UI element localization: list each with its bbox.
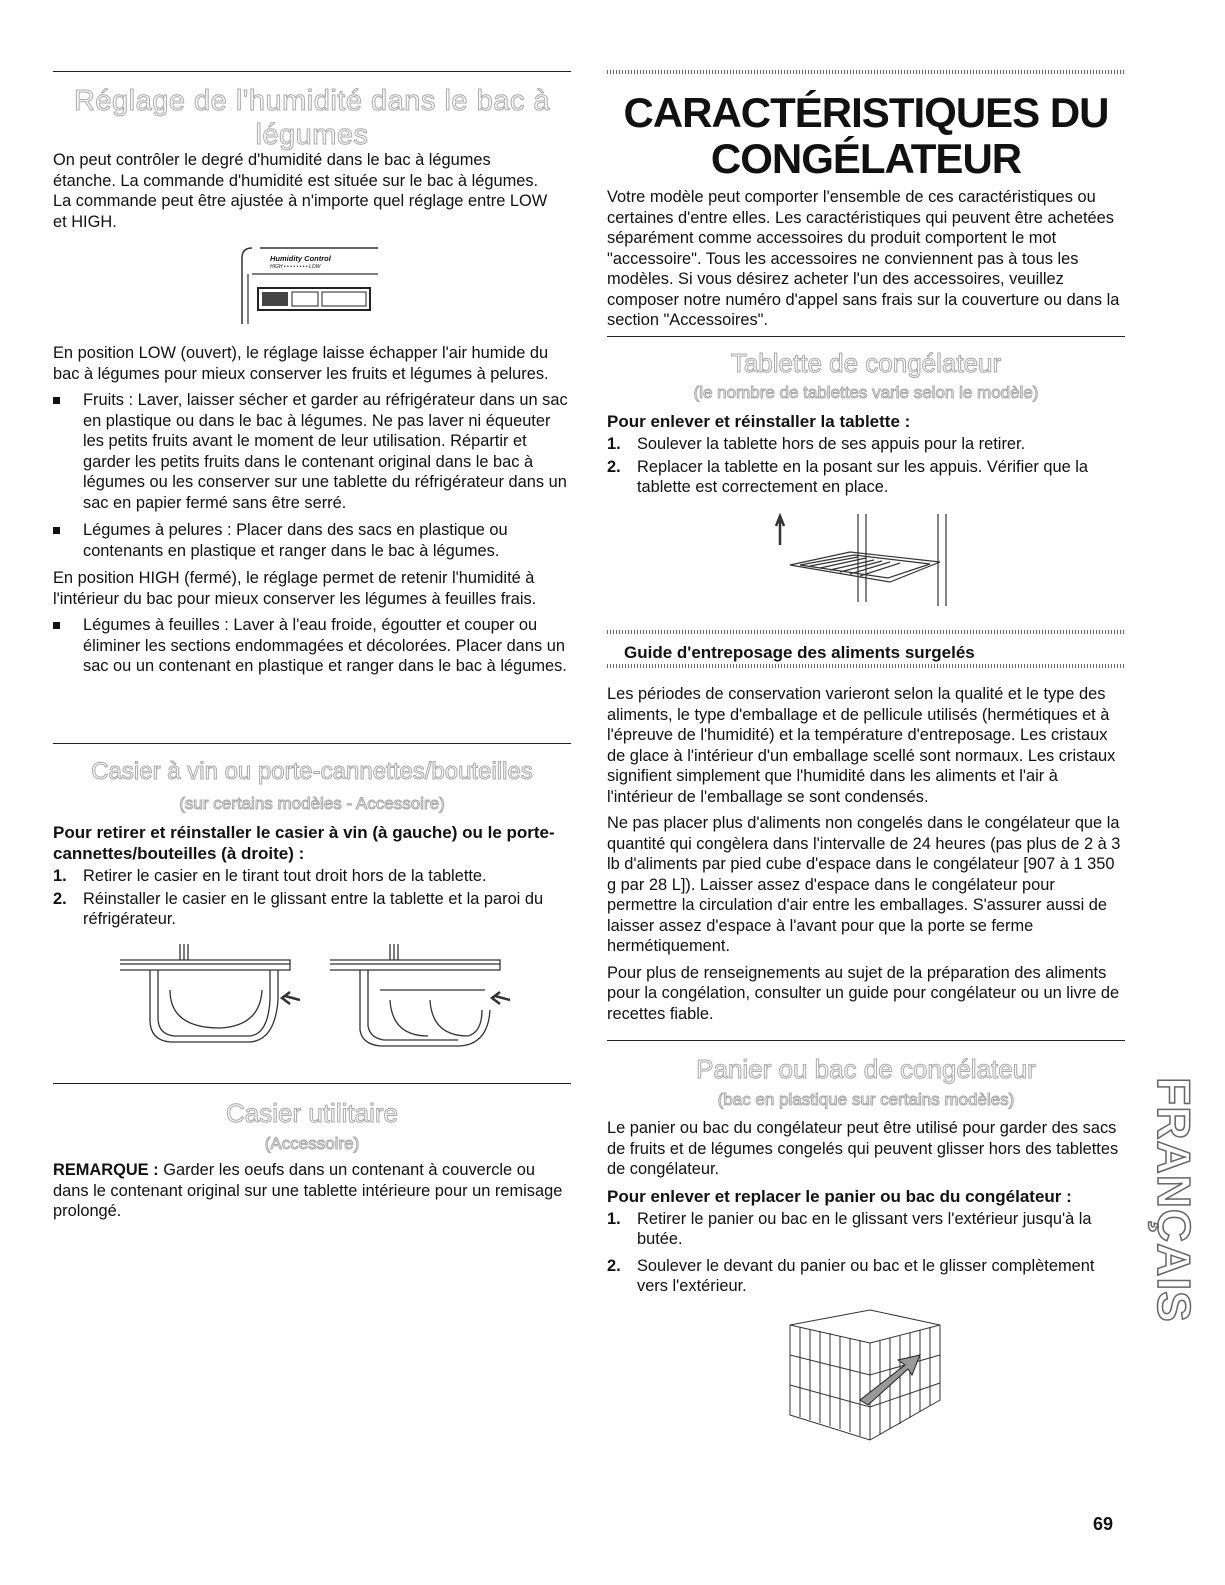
wine-steps: [53, 866, 568, 930]
humidity-low-text: En position LOW (ouvert), le réglage laisse échapper l'air humide du bac à légumes pour mieux conserver les fruits et légumes à pelures.: [53, 344, 549, 383]
step-text: Soulever la tablette hors de ses appuis pour la retirer.: [637, 435, 1026, 453]
shelf-step-1: [607, 434, 1122, 455]
low-bullet-list: [53, 390, 568, 561]
bullet-icon: [53, 622, 60, 629]
humidity-high-text: En position HIGH (fermé), le réglage permet de retenir l'humidité à l'intérieur du bac pour mieux conserver les légumes à feuilles frais.: [53, 569, 537, 608]
humidity-low-block: [53, 343, 568, 677]
bullet-item-fruits: [53, 390, 568, 513]
divider-shelf: [607, 336, 1125, 337]
section-title-humidity-line2: légumes: [255, 119, 369, 151]
page-number: 69: [1093, 1514, 1114, 1534]
wine-step-1: [53, 866, 568, 887]
top-rule-right: [607, 70, 1125, 74]
divider-utility: [53, 1083, 571, 1084]
language-side-tab: [1148, 1060, 1201, 1340]
step-text: Réinstaller le casier en le glissant entre la tablette et la paroi du réfrigérateur.: [83, 889, 544, 928]
wine-step-2: [53, 889, 568, 930]
storage-guide-p2: Ne pas placer plus d'aliments non congelés dans le congélateur que la quantité qui congèlera dans l'intervalle de 24 heures (pas plus de 2 à 3 lb d'aliments par pied cube d'espace dans le congélateur [907 à 1 350 g par 28 L]). Laisser assez d'espace dans le congélateur pour permettre la circulation d'air entre les emballages. S'assurer aussi de laisser assez d'espace à l'avant pour que la porte se ferme hermétiquement.: [607, 814, 1121, 955]
basket-step-1: [607, 1209, 1122, 1250]
section-title-basket: Panier ou bac de congélateur: [696, 1054, 1036, 1084]
humidity-intro: On peut contrôler le degré d'humidité dans le bac à légumes étanche. La commande d'humidité est située sur le bac à légumes. La commande peut être ajustée à n'importe quel réglage entre LOW et HIGH.: [53, 151, 548, 231]
step-number: 2.: [607, 457, 621, 476]
step-number: 1.: [607, 1209, 621, 1228]
main-title-line2: CONGÉLATEUR: [710, 135, 1022, 182]
divider-basket: [607, 1040, 1125, 1041]
basket-instr-heading: Pour enlever et replacer le panier ou bac du congélateur :: [607, 1186, 1072, 1206]
step-text: Replacer la tablette en la posant sur les appuis. Vérifier que la tablette est correctement en place.: [637, 457, 1089, 496]
basket-steps: [607, 1209, 1122, 1297]
basket-intro: Le panier ou bac du congélateur peut être utilisé pour garder des sacs de fruits et de légumes congelés qui peuvent glisser hors des tablettes de congélateur.: [607, 1119, 1119, 1178]
shelf-instr-heading: Pour enlever et réinstaller la tablette :: [607, 412, 911, 431]
humidity-scale-dots: • • • • • • • •: [283, 264, 310, 270]
top-rule-left: [53, 71, 571, 72]
bullet-icon: [53, 527, 60, 534]
language-side-tab-text: FRANÇAIS: [1148, 1077, 1201, 1323]
main-title: [607, 90, 1125, 182]
humidity-scale-high: HIGH: [270, 264, 283, 270]
wine-rack-illustration: [110, 940, 550, 1060]
bullet-text: Légumes à feuilles : Laver à l'eau froide, égoutter et couper ou éliminer les sections endommagées et décolorées. Placer dans un sac ou un contenant en plastique et ranger dans le bac à légumes.: [83, 616, 567, 675]
section-title-humidity: [53, 84, 571, 152]
utility-remark: [53, 1160, 563, 1222]
section-subtitle-shelf: (le nombre de tablettes varie selon le modèle): [693, 383, 1039, 402]
basket-step-2: [607, 1256, 1122, 1297]
step-number: 1.: [53, 867, 67, 885]
step-text: Retirer le casier en le tirant tout droit hors de la tablette.: [83, 867, 487, 885]
storage-guide-body: [607, 684, 1122, 1024]
bullet-text: Fruits : Laver, laisser sécher et garder au réfrigérateur dans un sac en plastique ou dans le bac à légumes. Ne pas laver ni équeuter les petits fruits avant le moment de leur utilisation. Répartir et garder les petits fruits dans le contenant original dans le bac à légumes ou les conserver sur une tablette du réfrigérateur dans un sac en papier fermé sans être serré.: [83, 391, 568, 512]
shelf-instructions: [607, 411, 1122, 498]
humidity-scale-low: LOW: [309, 264, 321, 270]
shelf-steps: [607, 434, 1122, 498]
section-title-wine: [53, 757, 571, 787]
humidity-control-illustration: [240, 244, 390, 330]
humidity-control-label: Humidity Control: [270, 254, 331, 263]
wine-instr-heading: Pour retirer et réinstaller le casier à vin (à gauche) ou le porte-cannettes/bouteilles (à droite) :: [53, 823, 555, 863]
basket-body: [607, 1118, 1122, 1297]
storage-guide-p1: Les périodes de conservation varieront selon la qualité et le type des aliments, le type d'emballage et de pellicule utilisés (hermétiques et à l'épreuve de l'humidité) et la température d'entreposage. Les cristaux de glace à l'intérieur d'un emballage scellé sont normaux. Les cristaux signifient simplement que l'humidité dans les aliments et l'air à l'intérieur de l'emballage se sont condensés.: [607, 685, 1116, 806]
humidity-scale: [270, 264, 320, 270]
step-number: 2.: [53, 889, 67, 908]
high-bullet-list: [53, 615, 568, 677]
section-title-utility: Casier utilitaire: [226, 1098, 398, 1128]
freezer-shelf-illustration: [770, 510, 970, 610]
bullet-item-pelures: [53, 520, 568, 561]
shelf-step-2: [607, 457, 1122, 498]
section-title-shelf: Tablette de congélateur: [730, 348, 1002, 378]
main-title-line1: CARACTÉRISTIQUES DU: [623, 89, 1109, 136]
bullet-item-feuilles: [53, 615, 568, 677]
freezer-basket-illustration: [780, 1305, 950, 1445]
remark-label: REMARQUE :: [53, 1161, 159, 1179]
section-subtitle-basket: (bac en plastique sur certains modèles): [717, 1090, 1015, 1109]
wine-instructions: [53, 822, 568, 930]
step-text: Soulever le devant du panier ou bac et le glisser complètement vers l'extérieur.: [637, 1256, 1095, 1295]
storage-guide-p3: Pour plus de renseignements au sujet de la préparation des aliments pour la congélation, consulter un guide pour congélateur ou un livre de recettes fiable.: [607, 963, 1120, 1023]
step-text: Retirer le panier ou bac en le glissant vers l'extérieur jusqu'à la butée.: [637, 1209, 1092, 1248]
divider-wine: [53, 743, 571, 744]
remark-text: Garder les oeufs dans un contenant à couvercle ou dans le contenant original sur une tablette intérieure pour un remisage prolongé.: [53, 1161, 563, 1220]
step-number: 1.: [607, 435, 621, 453]
section-subtitle-utility: (Accessoire): [264, 1134, 360, 1153]
bullet-text: Légumes à pelures : Placer dans des sacs en plastique ou contenants en plastique et ranger dans le bac à légumes.: [83, 521, 508, 560]
bullet-icon: [53, 397, 60, 404]
section-title-humidity-line1: Réglage de l'humidité dans le bac à: [73, 85, 551, 117]
step-number: 2.: [607, 1256, 621, 1275]
freezer-intro: Votre modèle peut comporter l'ensemble de ces caractéristiques ou certaines d'entre elles. Les caractéristiques qui peuvent être achetées séparément comme accessoires du produit comportent le mot "accessoire". Tous les accessoires ne conviennent pas à tous les modèles. Si vous désirez acheter l'un des accessoires, veuillez composer notre numéro d'appel sans frais sur la couverture ou dans la section "Accessoires".: [607, 188, 1120, 329]
section-title-storage-guide: Guide d'entreposage des aliments surgelés: [624, 643, 975, 662]
divider-guide-top: [607, 630, 1125, 634]
section-subtitle-wine: (sur certains modèles - Accessoire): [179, 794, 445, 813]
section-title-wine-text: Casier à vin ou porte-cannettes/bouteilles: [91, 758, 533, 785]
divider-guide-bottom: [607, 664, 1125, 668]
